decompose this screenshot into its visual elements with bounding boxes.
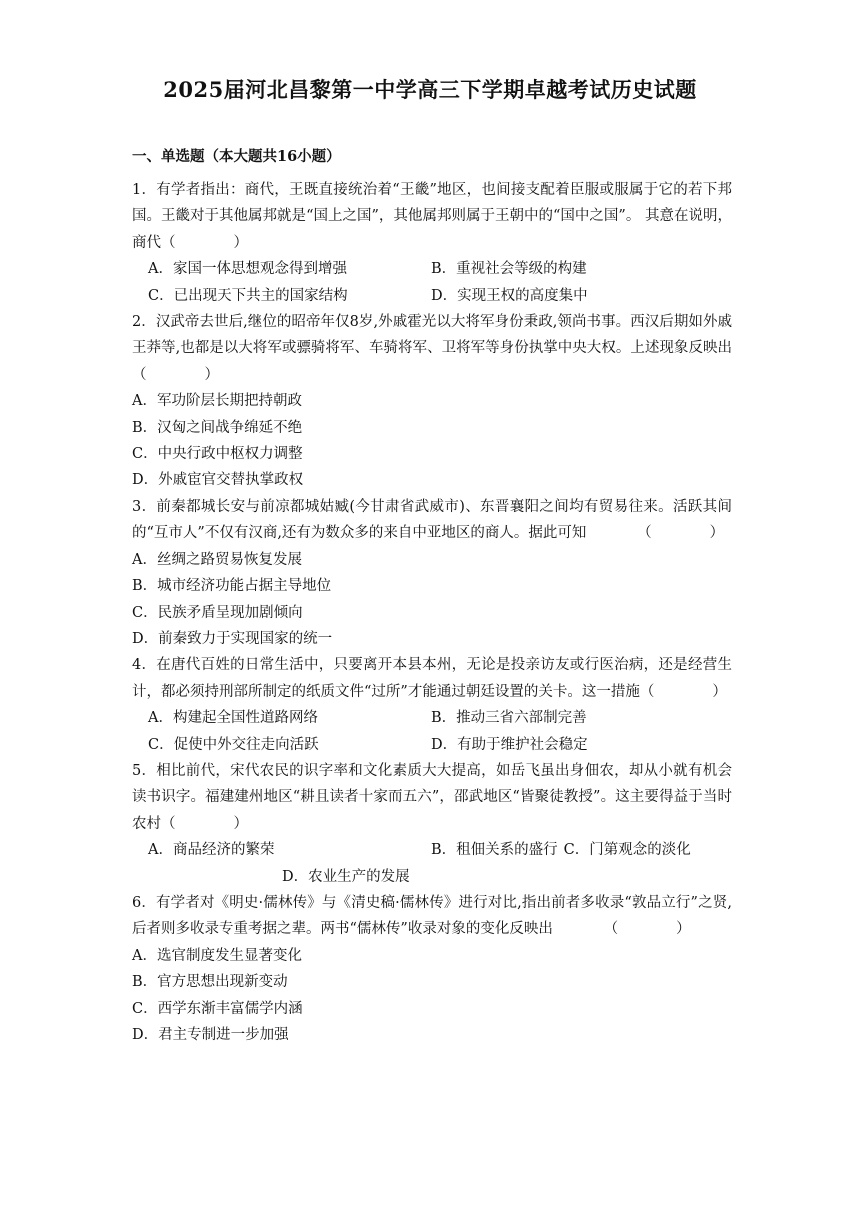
option-b: B．城市经济功能占据主导地位 [132,578,332,595]
question-6 [132,890,732,1048]
option-d: D．农业生产的发展 [282,868,410,885]
option-b: B．租佃关系的盛行 [431,842,558,859]
option-d: D．外戚宦官交替执掌政权 [132,472,304,489]
question-1 [132,177,732,309]
exam-title: 2025届河北昌黎第一中学高三下学期卓越考试历史试题 [163,77,697,102]
question-stem: 2．汉武帝去世后,继位的昭帝年仅8岁,外戚霍光以大将军身份秉政,领尚书事。西汉后期如外戚王莽等,也都是以大将军或骠骑将军、车骑将军、卫将军等身份执掌中央大权。上述现象反映出 （ ） [132,314,805,383]
option-c: C．中央行政中枢权力调整 [132,446,303,463]
option-d: D．实现王权的高度集中 [431,287,588,304]
option-d: D．前秦致力于实现国家的统一 [132,630,333,647]
option-b: B．重视社会等级的构建 [431,261,587,278]
option-a: A．丝绸之路贸易恢复发展 [132,551,302,568]
question-stem: 3．前秦都城长安与前凉都城姑臧(今甘肃省武威市)、东晋襄阳之间均有贸易往来。活跃其间的“互市人”不仅有汉商,还有为数众多的来自中亚地区的商人。据此可知 （ ） [132,498,732,542]
option-c: C．门第观念的淡化 [563,842,691,859]
option-b: B．推动三省六部制完善 [431,710,587,727]
option-a: A．军功阶层长期把持朝政 [132,393,302,410]
option-b: B．汉匈之间战争绵延不绝 [132,419,303,436]
question-stem: 1．有学者指出：商代，王既直接统治着“王畿”地区，也间接支配着臣服或服属于它的若下邦国。王畿对于其他属邦就是“国上之国”，其他属邦则属于王朝中的“国中之国”。 其意在说明，商代（ ） [132,182,732,251]
option-c: C．民族矛盾呈现加剧倾向 [132,604,303,621]
option-row [132,283,732,309]
option-a: A．商品经济的繁荣 [148,842,275,859]
option-b: B．官方思想出现新变动 [132,974,288,991]
option-c: C．促使中外交往走向活跃 [148,736,319,753]
option-a: A．家国一体思想观念得到增强 [148,261,347,278]
option-row [132,256,732,282]
option-a: A．构建起全国性道路网络 [148,710,318,727]
option-row [132,732,732,758]
option-c: C．西学东渐丰富儒学内涵 [132,1000,303,1017]
question-stem: 6．有学者对《明史·儒林传》与《清史稿·儒林传》进行对比,指出前者多收录“敦品立行”之贤,后者则多收录专重考据之辈。两书“儒林传”收录对象的变化反映出 （ ） [132,894,732,938]
option-d: D．有助于维护社会稳定 [431,736,588,753]
option-c: C．已出现天下共主的国家结构 [148,287,348,304]
question-2 [132,309,805,494]
question-stem: 4．在唐代百姓的日常生活中，只要离开本县本州，无论是投亲访友或行医治病，还是经营生计，都必须持刑部所制定的纸质文件“过所”才能通过朝廷设置的关卡。这一措施（ ） [132,657,732,700]
question-4 [132,652,732,758]
section-heading: 一、单选题（本大题共16小题） [132,148,341,165]
question-5 [132,758,732,890]
question-list [132,177,805,1048]
question-stem: 5．相比前代，宋代农民的识字率和文化素质大大提高，如岳飞虽出身佃农，却从小就有机会读书识字。福建建州地区“耕且读者十家而五六”，邵武地区“皆聚徒教授”。这主要得益于当时农村（ ） [132,762,732,832]
option-row [132,837,732,863]
question-3 [132,494,732,652]
option-d: D．君主专制进一步加强 [132,1027,289,1043]
option-row [132,705,732,731]
option-a: A．选官制度发生显著变化 [132,947,302,964]
